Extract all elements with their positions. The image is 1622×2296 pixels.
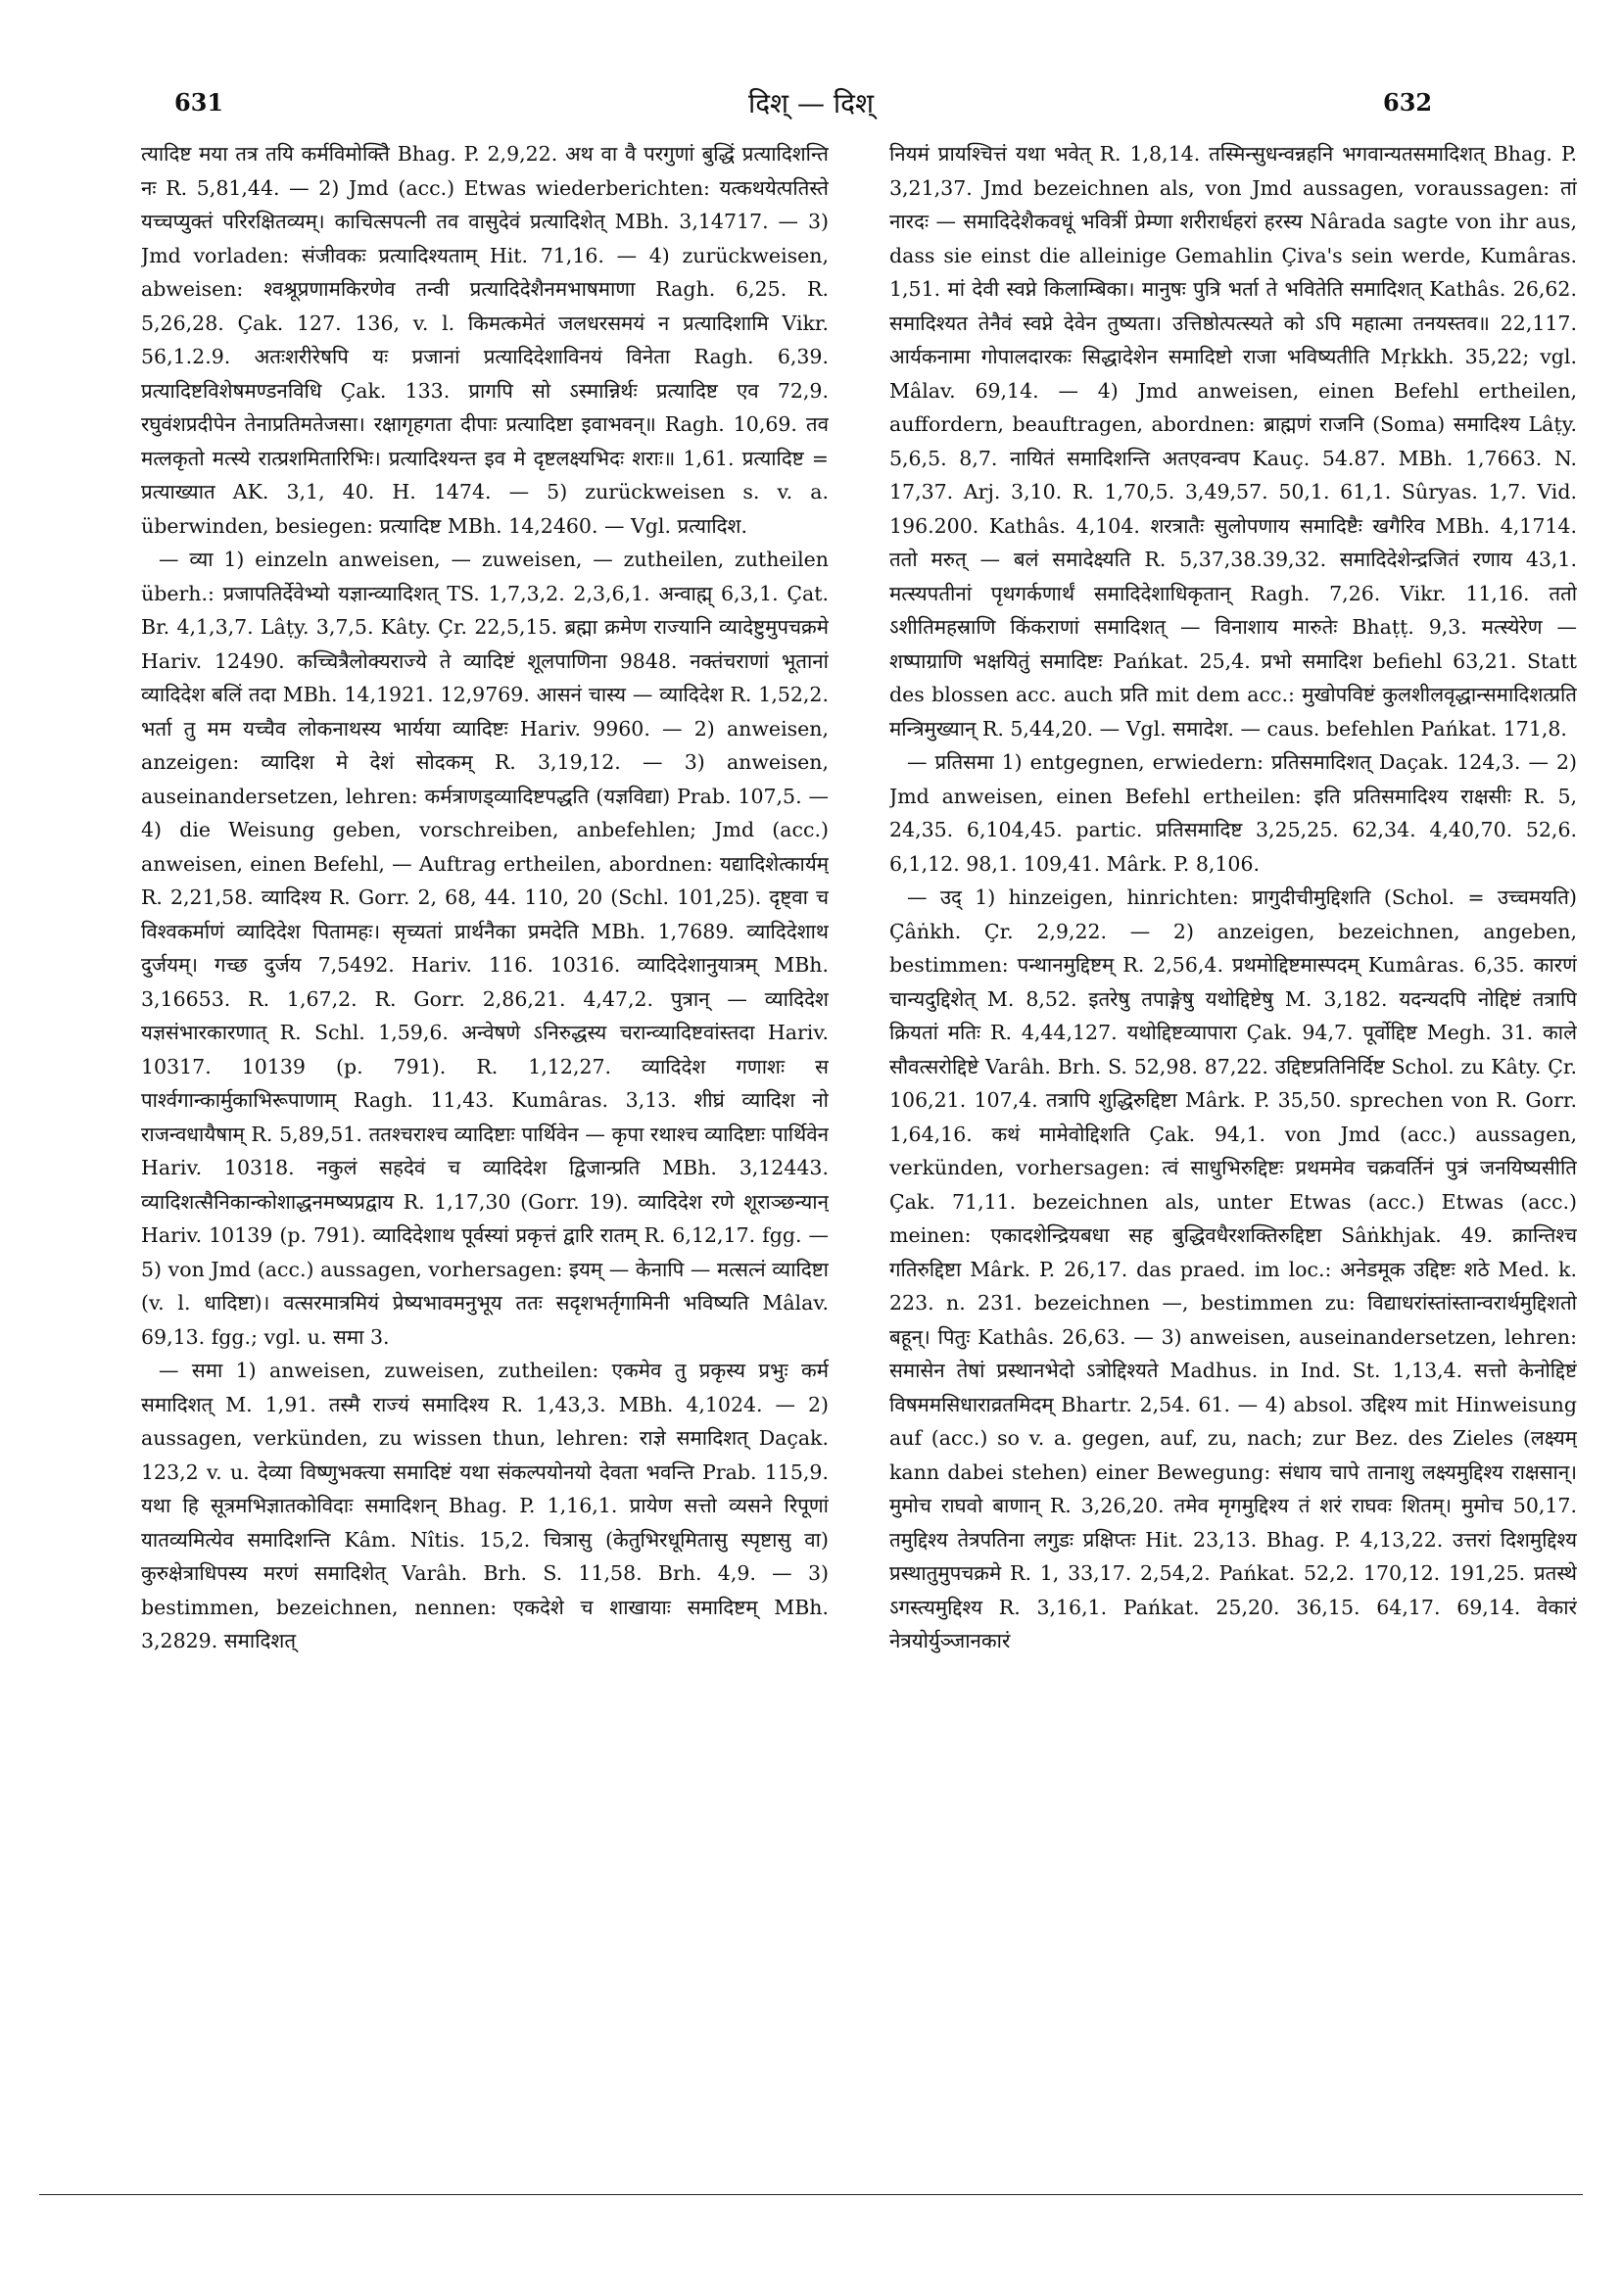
page-number-left: 631 <box>174 88 224 117</box>
entry-paragraph: — व्या 1) einzeln anweisen, — zuweisen, — zutheilen, zutheilen überh.: प्रजापतिर्देवेभ्यो यज्ञान्व्यादिशत् TS. 1,7,3,2. 2,3,6,1. अन्वाह्म् 6,3,1. Çat. Br. 4,1,3,7. Lâṭy. 3,7,5. Kâty. Çr. 22,5,15. ब्रह्मा क्रमेण राज्यानि व्यादेष्टुमुपचक्रमे Hariv. 12490. कच्चित्रैलोक्यराज्ये ते व्यादिष्टं शूलपाणिना 9848. नक्तंचराणां भूतानां व्यादिदेश बलिं तदा MBh. 14,1921. 12,9769. आसनं चास्य — व्यादिदेश R. 1,52,2. भर्ता तु मम यच्चैव लोकनाथस्य भार्यया व्यादिष्टः Hariv. 9960. — 2) anweisen, anzeigen: व्यादिश मे देशं सोदकम् R. 3,19,12. — 3) anweisen, auseinandersetzen, lehren: कर्मत्राणड्व्यादिष्टपद्धति (यज्ञविद्या) Prab. 107,5. — 4) die Weisung geben, vorschreiben, anbefehlen; Jmd (acc.) anweisen, einen Befehl, — Auftrag ertheilen, abordnen: यद्यादिशेत्कार्यम् R. 2,21,58. व्यादिश्य R. Gorr. 2, 68, 44. 110, 20 (Schl. 101,25). दृष्ट्वा च विश्वकर्माणं व्यादिदेश पितामहः। सृच्यतां प्रार्थनैका प्रमदेति MBh. 1,7689. व्यादिदेशाथ दुर्जयम्। गच्छ दुर्जय 7,5492. Hariv. 116. 10316. व्यादिदेशानुयात्रम् MBh. 3,16653. R. 1,67,2. R. Gorr. 2,86,21. 4,47,2. पुत्रान् — व्यादिदेश यज्ञसंभारकारणात् R. Schl. 1,59,6. अन्वेषणे ऽनिरुद्धस्य चरान्व्यादिष्टवांस्तदा Hariv. 10317. 10139 (p. 791). R. 1,12,27. व्यादिदेश गणाशः स पार्श्वगान्कार्मुकाभिरूपाणाम् Ragh. 11,43. Kumâras. 3,13. शीघ्रं व्यादिश नो राजन्वधायैषाम् R. 5,89,51. ततश्चराश्च व्यादिष्टाः पार्थिवेन — कृपा रथाश्च व्यादिष्टाः पार्थिवेन Hariv. 10318. नकुलं सहदेवं च व्यादिदेश द्विजान्प्रति MBh. 3,12443. व्यादिशत्सैनिकान्कोशाद्धनमष्यप्रद्वाय R. 1,17,30 (Gorr. 19). व्यादिदेश रणे शूराञ्छन्यान् Hariv. 10139 (p. 791). व्यादिदेशाथ पूर्वस्यां प्रकृत्तं द्वारि रातम् R. 6,12,17. fgg. — 5) von Jmd (acc.) aussagen, vorhersagen: इयम् — केनापि — मत्सत्नं व्यादिष्टा (v. l. धादिष्टा)। वत्सरमात्रमियं प्रेष्यभावमनुभूय ततः सदृशभर्तृगामिनी भविष्यति Mâlav. 69,13. fgg.; vgl. u. समा 3. <box>141 548 829 1349</box>
entry-paragraph: त्यादिष्ट मया तत्र तयि कर्मविमोक्तिे Bhag. P. 2,9,22. अथ वा वै परगुणां बुद्धिं प्रत्यादिशन्ति नः R. 5,81,44. — 2) Jmd (acc.) Etwas wiederberichten: यत्कथयेत्पतिस्ते यच्चप्युक्तं परिरक्षितव्यम्। काचित्सपत्नी तव वासुदेवं प्रत्यादिशेत् MBh. 3,14717. — 3) Jmd vorladen: संजीवकः प्रत्यादिश्यताम् Hit. 71,16. — 4) zurückweisen, abweisen: श्वश्रूप्रणामकिरणेव तन्वी प्रत्यादिदेशैनमभाषमाणा Ragh. 6,25. R. 5,26,28. Çak. 127. 136, v. l. किमत्कमेतं जलधरसमयं न प्रत्यादिशामि Vikr. 56,1.2.9. अतःशरीरेषपि यः प्रजानां प्रत्यादिदेशाविनयं विनेता Ragh. 6,39. प्रत्यादिष्टविशेषमण्डनविधि Çak. 133. प्रागपि सो ऽस्मान्निर्थः प्रत्यादिष्ट एव 72,9. रघुवंशप्रदीपेन तेनाप्रतिमतेजसा। रक्षागृहगता दीपाः प्रत्यादिष्टा इवाभवन्॥ Ragh. 10,69. तव मत्लकृतो मत्स्ये रात्प्रशमितारिभिः। प्रत्यादिश्यन्त इव मे दृष्टलक्ष्यभिदः शराः॥ 1,61. प्रत्यादिष्ट = प्रत्याख्यात AK. 3,1, 40. H. 1474. — 5) zurückweisen s. v. a. überwinden, besiegen: प्रत्यादिष्ट MBh. 14,2460. — Vgl. प्रत्यादिश. <box>141 142 829 538</box>
right-column <box>889 137 1577 2063</box>
page-number-right: 632 <box>1383 88 1433 117</box>
footer-rule <box>39 2194 1583 2195</box>
entry-paragraph: — प्रतिसमा 1) entgegnen, erwiedern: प्रतिसमादिशत् Daçak. 124,3. — 2) Jmd anweisen, einen Befehl ertheilen: इति प्रतिसमादिश्य राक्षसीः R. 5, 24,35. 6,104,45. partic. प्रतिसमादिष्ट 3,25,25. 62,34. 4,40,70. 52,6. 6,1,12. 98,1. 109,41. Mârk. P. 8,106. <box>889 750 1577 876</box>
running-head: दिश् — दिश् <box>747 87 875 120</box>
entry-paragraph: — उद् 1) hinzeigen, hinrichten: प्रागुदीचीमुद्दिशति (Schol. = उच्चमयति) Çâṅkh. Çr. 2,9,22. — 2) anzeigen, bezeichnen, angeben, bestimmen: पन्थानमुद्दिष्टम् R. 2,56,4. प्रथमोद्दिष्टमास्पदम् Kumâras. 6,35. कारणं चान्यदुद्दिशेत् M. 8,52. इतरेषु तपाङ्गेषु यथोद्दिष्टेषु M. 3,182. यदन्यदपि नोद्दिष्टं तत्रापि क्रियतां मतिः R. 4,44,127. यथोद्दिष्टव्यापारा Çak. 94,7. पूर्वोद्दिष्ट Megh. 31. काले सौवत्सरोद्दिष्टे Varâh. Brh. S. 52,98. 87,22. उद्दिष्टप्रतिनिर्दिष्ट Schol. zu Kâty. Çr. 106,21. 107,4. तत्रापि शुद्धिरुद्दिष्टा Mârk. P. 35,50. sprechen von R. Gorr. 1,64,16. कथं मामेवोद्दिशति Çak. 94,1. von Jmd (acc.) aussagen, verkünden, vorhersagen: त्वं साधुभिरुद्दिष्टः प्रथममेव चक्रवर्तिनं पुत्रं जनयिष्यसीति Çak. 71,11. bezeichnen als, unter Etwas (acc.) Etwas (acc.) meinen: एकादशेन्द्रियबधा सह बुद्धिवधैरशक्तिरुद्दिष्टा Sâṅkhjak. 49. क्रान्तिश्च गतिरुद्दिष्टा Mârk. P. 26,17. das praed. im loc.: अनेडमूक उद्दिष्टः शठे Med. k. 223. n. 231. bezeichnen —, bestimmen zu: विद्याधरांस्तांस्तान्वरार्थमुद्दिशतो बहून्। पितुः Kathâs. 26,63. — 3) anweisen, auseinandersetzen, lehren: समासेन तेषां प्रस्थानभेदो ऽत्रोद्दिश्यते Madhus. in Ind. St. 1,13,4. सत्तो केनोद्दिष्टं विषममसिधाराव्रतमिदम् Bhartr. 2,54. 61. — 4) absol. उद्दिश्य mit Hinweisung auf (acc.) so v. a. gegen, auf, zu, nach; zur Bez. des Zieles (लक्ष्यम् kann dabei stehen) einer Bewegung: संधाय चापे तानाशु लक्ष्यमुद्दिश्य राक्षसान्। मुमोच राघवो बाणान् R. 3,26,20. तमेव मृगमुद्दिश्य तं शरं राघवः शितम्। मुमोच 50,17. तमुद्दिश्य तेत्रपतिना लगुडः प्रक्षिप्तः Hit. 23,13. Bhag. P. 4,13,22. उत्तरां दिशमुद्दिश्य प्रस्थातुमुपचक्रमे R. 1, 33,17. 2,54,2. Pańkat. 52,2. 170,12. 191,25. प्रतस्थे ऽगस्त्यमुद्दिश्य R. 3,16,1. Pańkat. 25,20. 36,15. 64,17. 69,14. वेकारं नेत्रयोर्युञ्जानकारं <box>889 885 1577 1652</box>
entry-paragraph: नियमं प्रायश्चित्तं यथा भवेत् R. 1,8,14. तस्मिन्सुधन्वन्नहनि भगवान्यतसमादिशत् Bhag. P. 3,21,37. Jmd bezeichnen als, von Jmd aussagen, voraussagen: तां नारदः — समादिदेशैकवधूं भवित्रीं प्रेम्णा शरीरार्धहरां हरस्य Nârada sagte von ihr aus, dass sie einst die alleinige Gemahlin Çiva's sein werde, Kumâras. 1,51. मां देवी स्वप्ने किलाम्बिका। मानुषः पुत्रि भर्ता ते भवितेति समादिशत् Kathâs. 26,62. समादिश्यत तेनैवं स्वप्ने देवेन तुष्यता। उत्तिष्ठोत्पत्स्यते को ऽपि महात्मा तनयस्तव॥ 22,117. आर्यकनामा गोपालदारकः सिद्धादेशेन समादिष्टो राजा भविष्यतीति Mṛkkh. 35,22; vgl. Mâlav. 69,14. — 4) Jmd anweisen, einen Befehl ertheilen, auffordern, beauftragen, abordnen: ब्राह्मणं राजनि (Soma) समादिश्य Lâṭy. 5,6,5. 8,7. नायितं समादिशन्ति अतएवन्वप Kauç. 54.87. MBh. 1,7663. N. 17,37. Arj. 3,10. R. 1,70,5. 3,49,57. 50,1. 61,1. Sûryas. 1,7. Vid. 196.200. Kathâs. 4,104. शरत्रातैः सुलोपणाय समादिष्टैः खगैरिव MBh. 4,1714. ततो मरुत् — बलं समादेक्ष्यति R. 5,37,38.39,32. समादिदेशेन्द्रजितं रणाय 43,1. मत्स्यपतीनां पृथगर्कणार्थं समादिदेशाधिकृतान् Ragh. 7,26. Vikr. 11,16. ततो ऽशीतिमहस्राणि किंकराणां समादिशत् — विनाशाय मारुतेः Bhaṭṭ. 9,3. मत्स्येरेण — शष्पाग्राणि भक्षयितुं समादिष्टः Pańkat. 25,4. प्रभो समादिश befiehl 63,21. Statt des blossen acc. auch प्रति mit dem acc.: मुखोपविष्टं कुलशीलवृद्धान्समादिशत्प्रति मन्त्रिमुख्यान् R. 5,44,20. — Vgl. समादेश. — caus. befehlen Pańkat. 171,8. <box>889 142 1577 741</box>
left-column <box>141 137 829 2063</box>
entry-paragraph: — समा 1) anweisen, zuweisen, zutheilen: एकमेव तु प्रकृस्य प्रभुः कर्म समादिशत् M. 1,91. तस्मै राज्यं समादिश्य R. 1,43,3. MBh. 4,1024. — 2) aussagen, verkünden, zu wissen thun, lehren: राज्ञे समादिशत् Daçak. 123,2 v. u. देव्या विष्णुभक्त्या समादिष्टं यथा संकल्पयोनयो देवता भवन्ति Prab. 115,9. यथा हि सूत्रमभिज्ञातकोविदाः समादिशन् Bhag. P. 1,16,1. प्रायेण सत्तो व्यसने रिपूणां यातव्यमित्येव समादिशन्ति Kâm. Nîtis. 15,2. चित्रासु (केतुभिरधूमितासु स्पृष्टासु वा) कुरुक्षेत्राधिपस्य मरणं समादिशेत् Varâh. Brh. S. 11,58. Brh. 4,9. — 3) bestimmen, bezeichnen, nennen: एकदेशे च शाखायाः समादिष्टम् MBh. 3,2829. समादिशत् <box>141 1359 829 1652</box>
